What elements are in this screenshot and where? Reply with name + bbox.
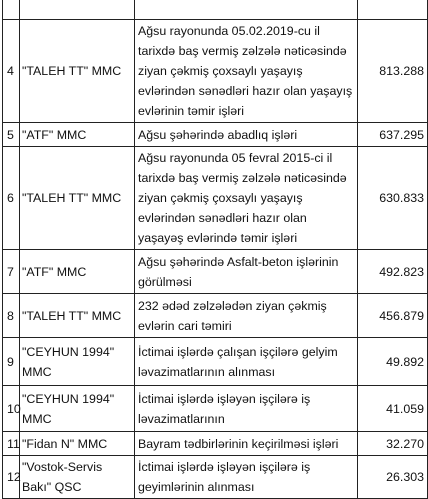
work-description: İctimai işlərdə işləyən işçilərə iş geyimlərinin alınması bbox=[135, 456, 358, 499]
table-row bbox=[3, 250, 428, 294]
row-number: 10 bbox=[3, 386, 20, 432]
company-name: "CEYHUN 1994" MMC bbox=[20, 338, 135, 386]
contracts-table bbox=[2, 0, 428, 499]
company-name: "TALEH TT" MMC bbox=[20, 20, 135, 123]
contract-amount: 41.059 bbox=[358, 386, 428, 432]
work-description: Ağsu rayonunda 05.02.2019-cu il tarixdə baş vermiş zəlzələ nəticəsində ziyan çəkmiş çoxsaylı yaşayış evlərindən sənədləri hazır olan yaşayış evlərinin təmir işləri bbox=[135, 20, 358, 123]
table-row bbox=[3, 123, 428, 147]
company-name: "ATF" MMC bbox=[20, 250, 135, 294]
table-body bbox=[3, 0, 428, 499]
table-row bbox=[3, 20, 428, 123]
company-name: "CEYHUN 1994" MMC bbox=[20, 386, 135, 432]
contract-amount: 813.288 bbox=[358, 20, 428, 123]
contract-amount: 492.823 bbox=[358, 250, 428, 294]
contract-amount bbox=[358, 0, 428, 20]
work-description: İctimai işlərdə işləyən işçilərə iş ləvazimatlarının bbox=[135, 386, 358, 432]
row-number: 11 bbox=[3, 432, 20, 456]
contract-amount: 26.303 bbox=[358, 456, 428, 499]
row-number: 4 bbox=[3, 20, 20, 123]
row-number: 7 bbox=[3, 250, 20, 294]
contract-amount: 637.295 bbox=[358, 123, 428, 147]
work-description bbox=[135, 0, 358, 20]
contract-amount: 49.892 bbox=[358, 338, 428, 386]
company-name: "Vostok-Servis Bakı" QSC bbox=[20, 456, 135, 499]
company-name: "TALEH TT" MMC bbox=[20, 294, 135, 338]
company-name: "ATF" MMC bbox=[20, 123, 135, 147]
table-row bbox=[3, 147, 428, 250]
work-description: Ağsu rayonunda 05 fevral 2015-ci il tarixdə baş vermiş zəlzələ nəticəsində ziyan çəkmiş çoxsaylı yaşayış evlərindən sənədləri hazır olan yaşayəş evlərində təmir işləri bbox=[135, 147, 358, 250]
row-number: 8 bbox=[3, 294, 20, 338]
contract-amount: 32.270 bbox=[358, 432, 428, 456]
table-row bbox=[3, 338, 428, 386]
company-name bbox=[20, 0, 135, 20]
work-description: Bayram tədbirlərinin keçirilməsi işləri bbox=[135, 432, 358, 456]
work-description: İctimai işlərdə çalışan işçilərə gelyim ləvazimatlarının alınması bbox=[135, 338, 358, 386]
row-number: 6 bbox=[3, 147, 20, 250]
row-number: 5 bbox=[3, 123, 20, 147]
contract-amount: 456.879 bbox=[358, 294, 428, 338]
row-number bbox=[3, 0, 20, 20]
table-row bbox=[3, 0, 428, 20]
table-row bbox=[3, 386, 428, 432]
table-row bbox=[3, 294, 428, 338]
table-row bbox=[3, 456, 428, 499]
row-number: 9 bbox=[3, 338, 20, 386]
contract-amount: 630.833 bbox=[358, 147, 428, 250]
company-name: "Fidan N" MMC bbox=[20, 432, 135, 456]
work-description: Ağsu şəhərində abadlıq işləri bbox=[135, 123, 358, 147]
work-description: Ağsu şəhərində Asfalt-beton işlərinin görülməsi bbox=[135, 250, 358, 294]
work-description: 232 ədəd zəlzələdən ziyan çəkmiş evlərin cari təmiri bbox=[135, 294, 358, 338]
table-row bbox=[3, 432, 428, 456]
company-name: "TALEH TT" MMC bbox=[20, 147, 135, 250]
row-number: 12 bbox=[3, 456, 20, 499]
